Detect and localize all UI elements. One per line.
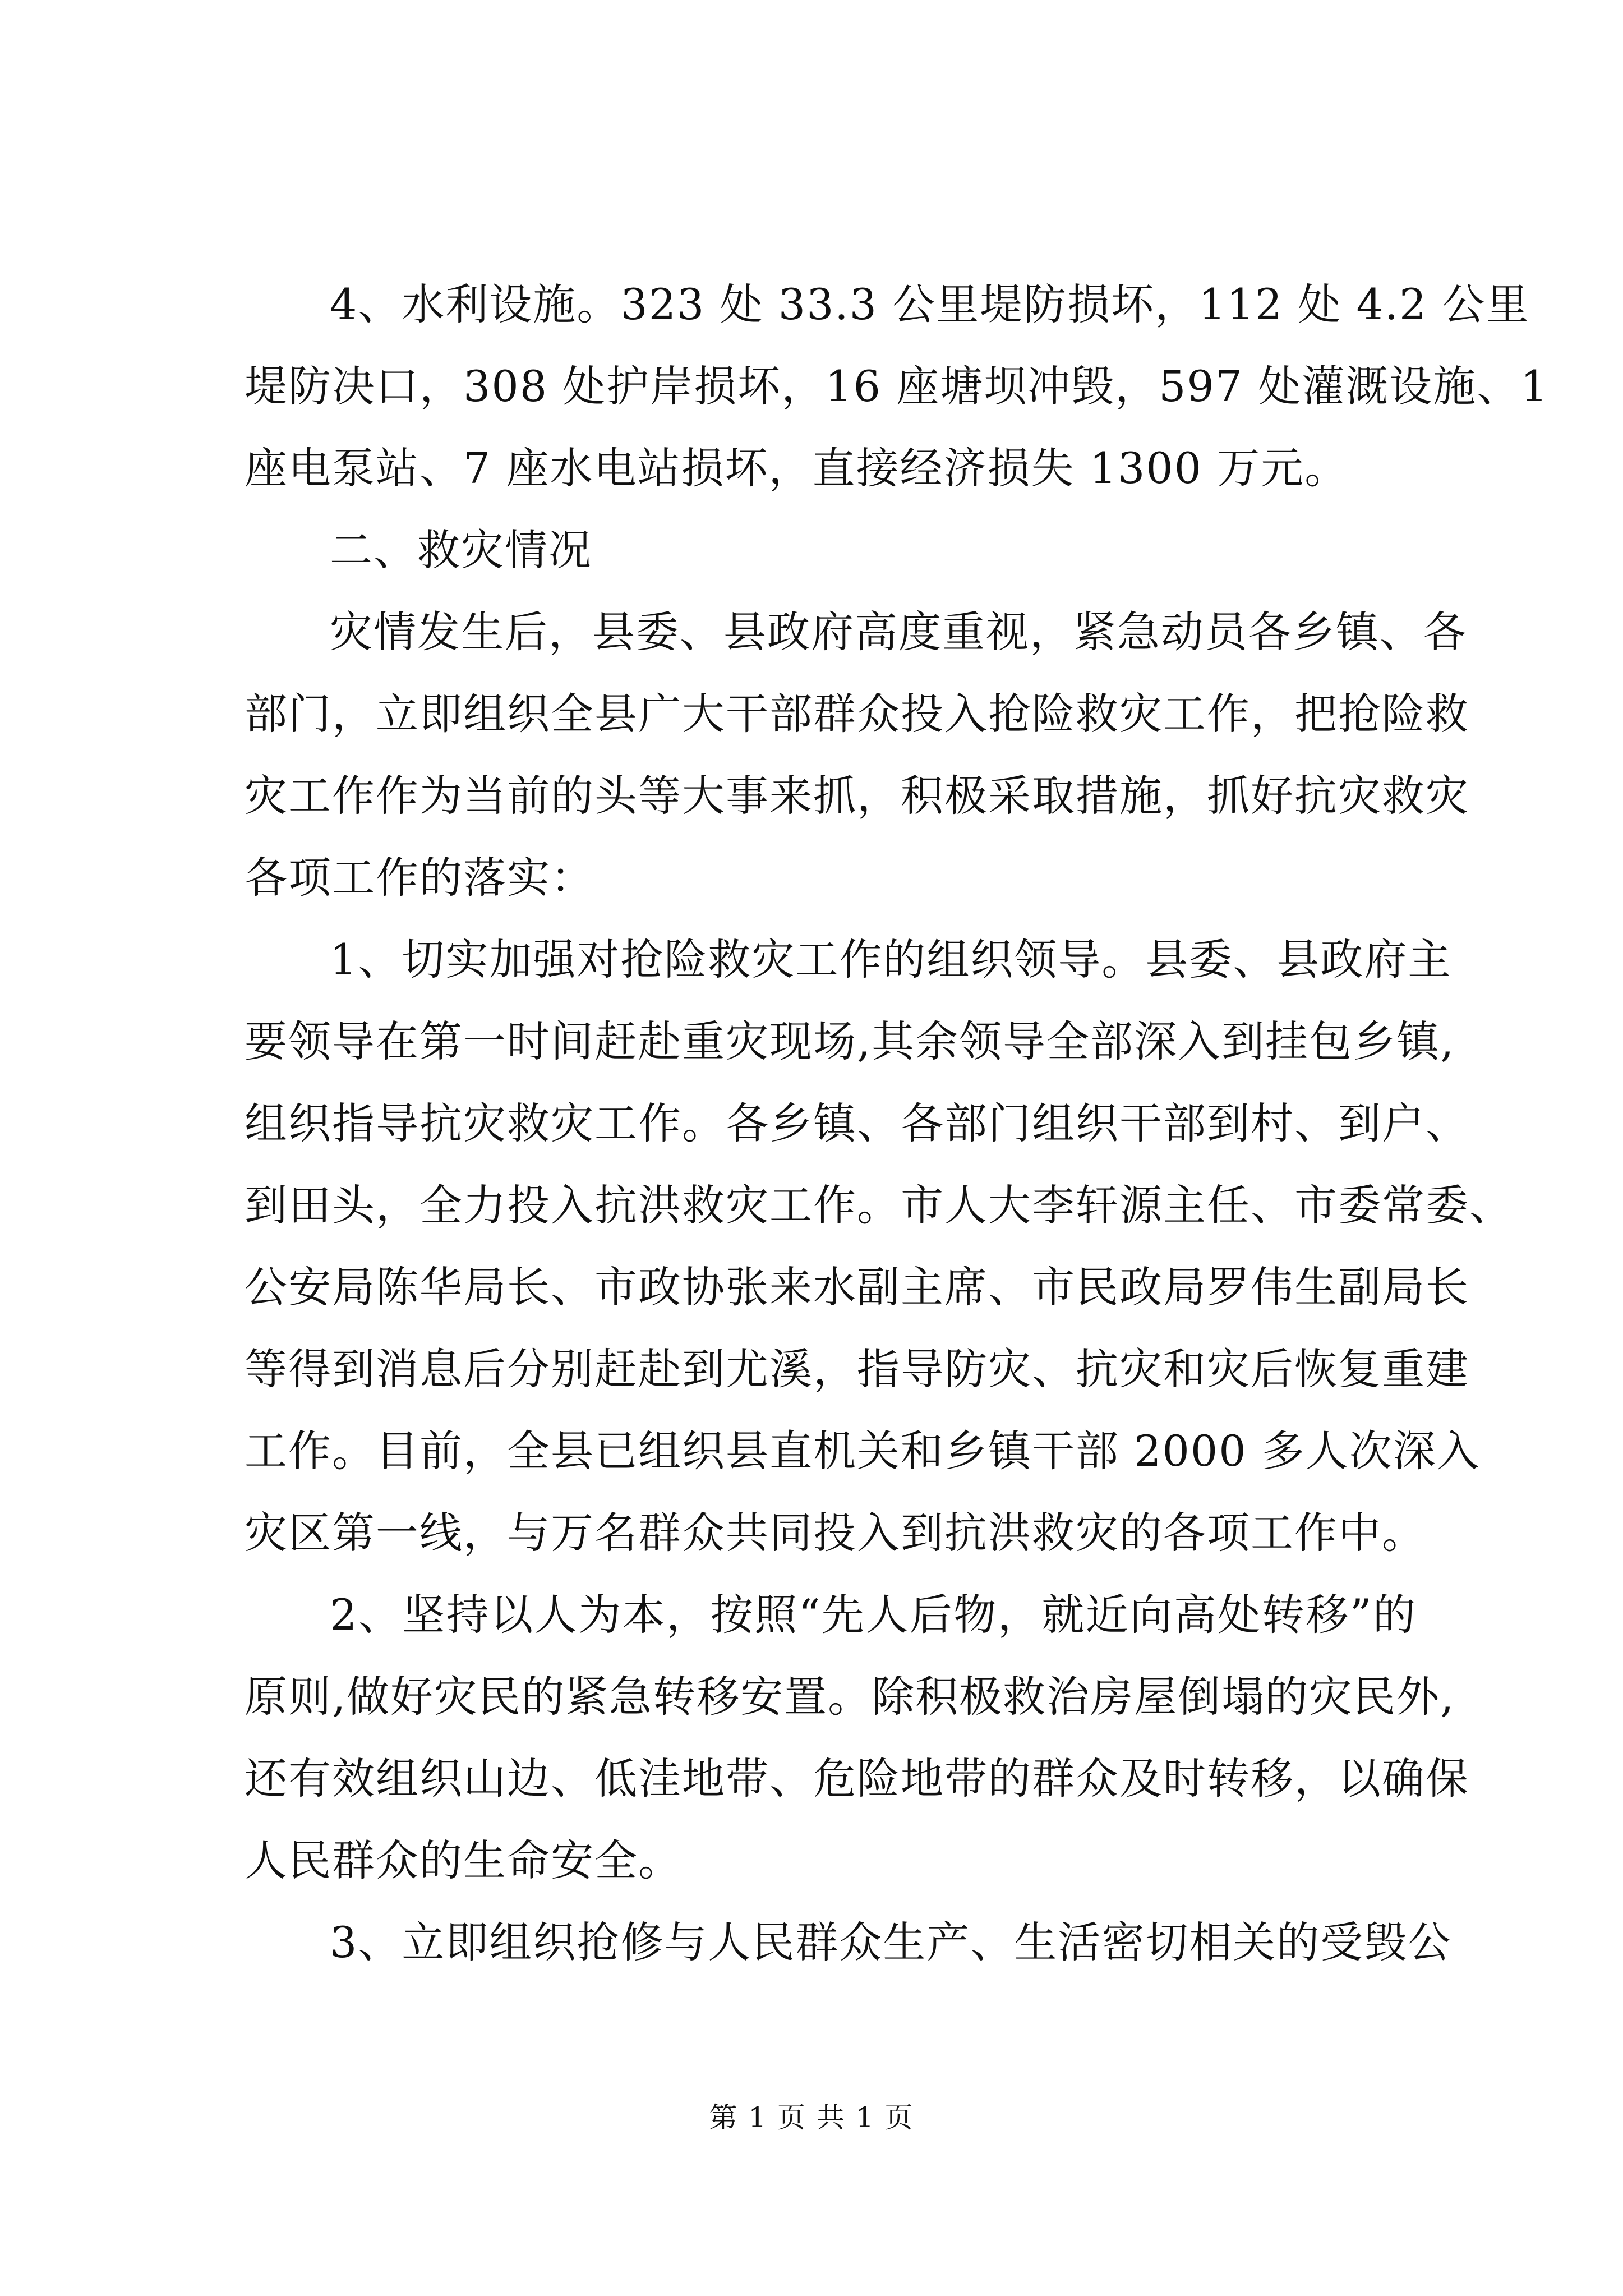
text-line: 还有效组织山边、低洼地带、危险地带的群众及时转移，以确保 (245, 1754, 1469, 1803)
document-body (245, 264, 1549, 1984)
text-line: 组织指导抗灾救灾工作。各乡镇、各部门组织干部到村、到户、 (245, 1098, 1469, 1148)
text-line: 2、坚持以人为本，按照“先人后物，就近向高处转移”的 (330, 1590, 1417, 1640)
text-line: 等得到消息后分别赶赴到尤溪，指导防灾、抗灾和灾后恢复重建 (245, 1344, 1469, 1394)
text-line: 要领导在第一时间赶赴重灾现场,其余领导全部深入到挂包乡镇, (245, 1016, 1455, 1066)
text-line: 座电泵站、7 座水电站损坏，直接经济损失 1300 万元。 (245, 443, 1349, 493)
text-line: 各项工作的落实： (245, 853, 594, 903)
text-line: 灾区第一线，与万名群众共同投入到抗洪救灾的各项工作中。 (245, 1508, 1426, 1558)
text-line: 部门，立即组织全县广大干部群众投入抢险救灾工作，把抢险救 (245, 689, 1469, 739)
text-line: 灾工作作为当前的头等大事来抓，积极采取措施，抓好抗灾救灾 (245, 771, 1469, 821)
text-line: 1、切实加强对抢险救灾工作的组织领导。县委、县政府主 (330, 935, 1452, 984)
text-line: 堤防决口，308 处护岸损坏，16 座塘坝冲毁，597 处灌溉设施、1 (245, 361, 1549, 411)
text-line: 原则,做好灾民的紧急转移安置。除积极救治房屋倒塌的灾民外, (245, 1672, 1455, 1722)
text-line: 3、立即组织抢修与人民群众生产、生活密切相关的受毁公 (330, 1917, 1452, 1967)
text-line: 工作。目前，全县已组织县直机关和乡镇干部 2000 多人次深入 (245, 1426, 1481, 1476)
text-line: 二、救灾情况 (330, 525, 592, 575)
text-line: 到田头，全力投入抗洪救灾工作。市人大李轩源主任、市委常委、 (245, 1180, 1513, 1230)
page-footer: 第 1 页 共 1 页 (709, 2101, 914, 2134)
text-line: 公安局陈华局长、市政协张来水副主席、市民政局罗伟生副局长 (245, 1262, 1469, 1312)
text-line: 人民群众的生命安全。 (245, 1835, 682, 1885)
text-line: 灾情发生后，县委、县政府高度重视，紧急动员各乡镇、各 (330, 607, 1467, 657)
text-line: 4、水利设施。323 处 33.3 公里堤防损坏，112 处 4.2 公里 (330, 279, 1530, 329)
